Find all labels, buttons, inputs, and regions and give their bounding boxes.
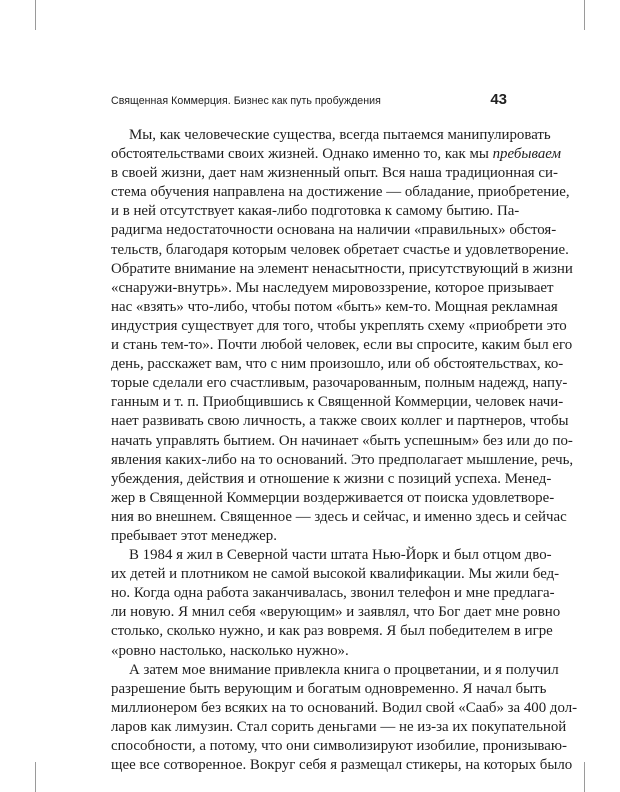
text-line: Обратите внимание на элемент ненасытности, присутствующий в жизни (111, 260, 573, 277)
text-line: столько, сколько нужно, и как раз вовремя. Я был победителем в игре (111, 623, 553, 640)
running-header (111, 92, 507, 112)
text-line: способности, а потому, что они символизируют изобилие, пронизываю- (111, 738, 567, 754)
text-line: их детей и плотником не самой высокой квалификации. Мы жили бед- (111, 566, 560, 583)
text-line: В 1984 я жил в Северной части штата Нью-Йорк и был отцом дво- (129, 547, 552, 564)
text-line: ли новую. Я мнил себя «верующим» и заявлял, что Бог дает мне ровно (111, 604, 561, 621)
text-line: миллионером без всяких на то оснований. Водил свой «Сааб» за 400 дол- (111, 699, 578, 716)
text-line: и стань тем-то». Почти любой человек, если вы спросите, каким был его (111, 337, 573, 354)
text-line: индустрия существует для того, чтобы укреплять схему «приобрети это (111, 317, 567, 334)
text-line: начать управлять бытием. Он начинает «быть успешным» без или до по- (111, 432, 573, 449)
text-line: нас «взять» что-либо, чтобы потом «быть» кем-то. Мощная рекламная (111, 298, 558, 315)
text-line: ганным и т. п. Приобщившись к Священной Коммерции, человек начи- (111, 394, 564, 411)
text-line: А затем мое внимание привлекла книга о процветании, и я получил (129, 661, 559, 678)
paragraph (111, 546, 561, 661)
text-line: пребывает этот менеджер. (111, 527, 277, 544)
emphasis: пребываем (492, 146, 562, 163)
text-line: день, расскажет вам, что с ним произошло, или об обстоятельствах, ко- (111, 356, 564, 373)
text-line: «ровно настолько, насколько нужно». (111, 642, 349, 659)
paragraph (111, 661, 578, 776)
page-number: 43 (490, 91, 507, 108)
text-line: разрешение быть верующим и богатым одновременно. Я начал быть (111, 680, 547, 697)
text-line: в своей жизни, дает нам жизненный опыт. Вся наша традиционная си- (111, 165, 558, 182)
text-line: обстоятельствами своих жизней. Однако именно то, как мы пребываем (111, 146, 562, 163)
running-title: Священная Коммерция. Бизнес как путь пробуждения (111, 95, 381, 107)
text-line: щее все сотворенное. Вокруг себя я размещал стикеры, на которых было (111, 757, 573, 774)
text-line: явления каких-либо на то оснований. Это предполагает мышление, речь, (111, 451, 574, 468)
text-line: Мы, как человеческие существа, всегда пытаемся манипулировать (129, 127, 551, 143)
text-line: ларов как лимузин. Стал сорить деньгами — не из-за их покупательной (111, 718, 567, 735)
text-line: «снаружи-внутрь». Мы наследуем мировоззрение, которое призывает (111, 279, 554, 296)
text-line: радигма недостаточности основана на наличии «правильных» обстоя- (111, 222, 557, 239)
text-line: стема обучения направлена на достижение — обладание, приобретение, (111, 184, 570, 201)
text-line: жер в Священной Коммерции воздерживается от поиска удовлетворе- (111, 489, 555, 506)
crop-mark-top-right (584, 0, 585, 30)
crop-mark-bottom-left (35, 762, 36, 792)
text-line: убеждения, действия и отношение к жизни с позиций успеха. Менед- (111, 470, 552, 487)
text-line: но. Когда одна работа заканчивалась, звонил телефон и мне предлага- (111, 585, 555, 602)
paragraph (111, 126, 574, 546)
body-text (111, 126, 578, 775)
text-line: тельств, благодаря которым человек обретает счастье и удовлетворение. (111, 241, 569, 258)
text-line: ния во внешнем. Священное — здесь и сейчас, и именно здесь и сейчас (111, 508, 567, 525)
text-line: нает развивать свою личность, а также своих коллег и партнеров, чтобы (111, 413, 569, 430)
text-line: и в ней отсутствует какая-либо подготовка к самому бытию. Па- (111, 203, 520, 220)
text-line: торые сделали его счастливым, разочарованным, полным надежд, напу- (111, 375, 568, 392)
crop-mark-top-left (35, 0, 36, 30)
crop-mark-bottom-right (584, 762, 585, 792)
